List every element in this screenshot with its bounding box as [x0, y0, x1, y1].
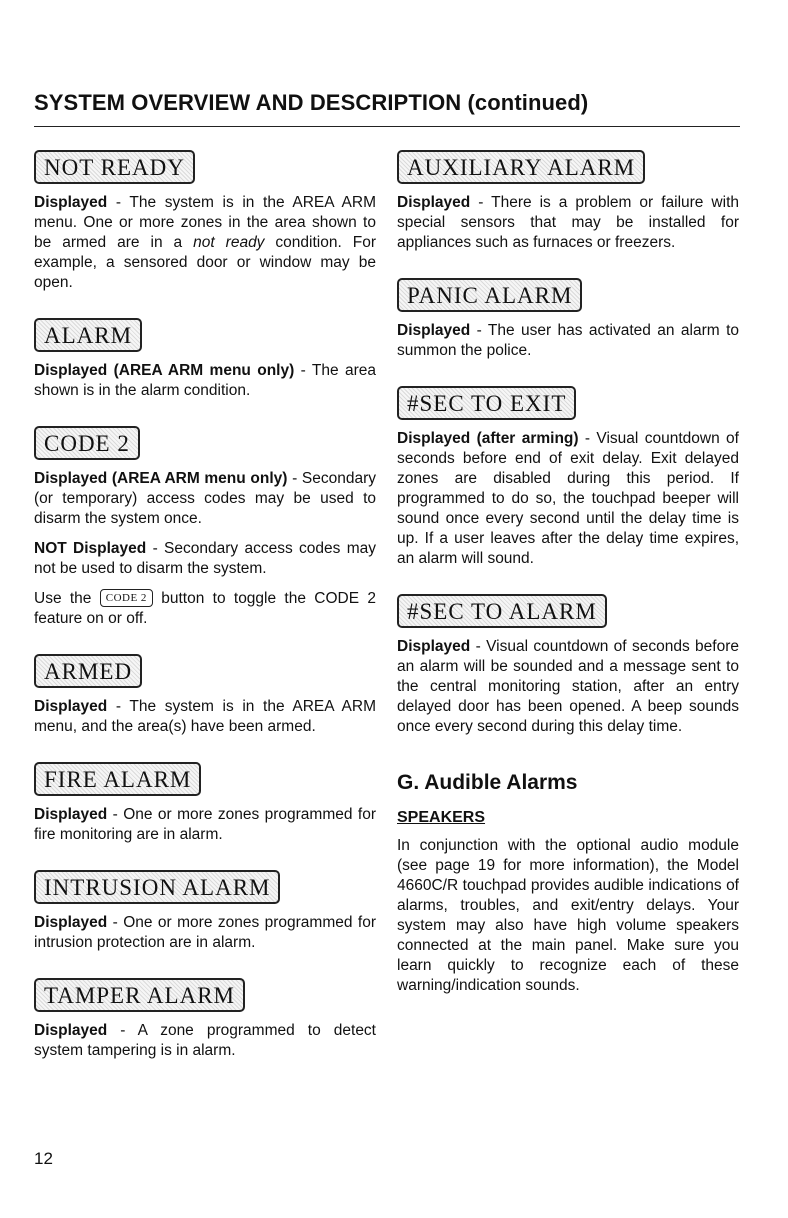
tamper-alarm-badge: TAMPER ALARM — [34, 978, 245, 1012]
code2-not-displayed — [34, 539, 376, 579]
code2-description — [34, 469, 376, 529]
not-ready-emphasis: not ready — [193, 234, 265, 251]
tamper-alarm-description — [34, 1021, 376, 1061]
fire-alarm-label: Displayed — [34, 806, 108, 823]
panic-alarm-text: - The user has activated an alarm to summon the police. — [397, 322, 739, 359]
fire-alarm-text: - One or more zones programmed for fire monitoring are in alarm. — [34, 806, 376, 843]
right-column — [397, 150, 739, 996]
sec-to-exit-block — [397, 386, 739, 569]
sec-to-exit-label: Displayed (after arming) — [397, 430, 579, 447]
speakers-text: In conjunction with the optional audio module (see page 19 for more information), the Model 4660C/R touchpad provides audible indications of alarms, troubles, and exit/entry delays. Your system may also have high volume speakers connected at the main panel. Make sure you learn quickly to recognize each of these warning/indication sounds. — [397, 837, 739, 994]
fire-alarm-badge: FIRE ALARM — [34, 762, 201, 796]
sec-to-alarm-text: - Visual countdown of seconds before an alarm will be sounded and a message sent to the central monitoring station, after an entry delayed door has been opened. A beep sounds once every second during this delay time. — [397, 638, 739, 735]
auxiliary-alarm-block — [397, 150, 739, 253]
alarm-block — [34, 318, 376, 401]
intrusion-alarm-badge: INTRUSION ALARM — [34, 870, 280, 904]
speakers-subheading: SPEAKERS — [397, 809, 486, 826]
sec-to-alarm-label: Displayed — [397, 638, 471, 655]
heading-rule — [34, 126, 740, 127]
panic-alarm-label: Displayed — [397, 322, 471, 339]
sec-to-alarm-block — [397, 594, 739, 737]
alarm-text: - The area shown is in the alarm condition. — [34, 362, 376, 399]
code2-use-pre: Use the — [34, 590, 100, 607]
tamper-alarm-block — [34, 978, 376, 1061]
armed-description — [34, 697, 376, 737]
sec-to-exit-badge: #SEC TO EXIT — [397, 386, 576, 420]
code2-text: - Secondary (or temporary) access codes may be used to disarm the system once. — [34, 470, 376, 527]
code2-text-2: - Secondary access codes may not be used to disarm the system. — [34, 540, 376, 577]
armed-badge: ARMED — [34, 654, 142, 688]
fire-alarm-description — [34, 805, 376, 845]
tamper-alarm-text: - A zone programmed to detect system tampering is in alarm. — [34, 1022, 376, 1059]
sec-to-alarm-description — [397, 637, 739, 737]
panic-alarm-description — [397, 321, 739, 361]
code2-badge: CODE 2 — [34, 426, 140, 460]
intrusion-alarm-label: Displayed — [34, 914, 108, 931]
not-ready-text-2: condition. For example, a sensored door or window may be open. — [34, 234, 376, 291]
armed-text: - The system is in the AREA ARM menu, and the area(s) have been armed. — [34, 698, 376, 735]
section-title-audible-alarms: G. Audible Alarms — [397, 771, 578, 794]
code2-usage — [34, 589, 376, 629]
auxiliary-alarm-label: Displayed — [397, 194, 471, 211]
code2-label-2: NOT Displayed — [34, 540, 147, 557]
sec-to-alarm-badge: #SEC TO ALARM — [397, 594, 607, 628]
auxiliary-alarm-text: - There is a problem or failure with special sensors that may be installed for appliances such as furnaces or freezers. — [397, 194, 739, 251]
not-ready-badge: NOT READY — [34, 150, 195, 184]
page-number: 12 — [34, 1149, 53, 1168]
page-heading: SYSTEM OVERVIEW AND DESCRIPTION (continued) — [34, 90, 589, 115]
code2-block — [34, 426, 376, 629]
code2-button[interactable]: CODE 2 — [100, 589, 153, 607]
alarm-badge: ALARM — [34, 318, 142, 352]
not-ready-label: Displayed — [34, 194, 108, 211]
panic-alarm-badge: PANIC ALARM — [397, 278, 582, 312]
tamper-alarm-label: Displayed — [34, 1022, 108, 1039]
not-ready-description — [34, 193, 376, 293]
sec-to-exit-description — [397, 429, 739, 569]
left-column — [34, 150, 376, 1061]
intrusion-alarm-text: - One or more zones programmed for intrusion protection are in alarm. — [34, 914, 376, 951]
fire-alarm-block — [34, 762, 376, 845]
sec-to-exit-text: - Visual countdown of seconds before end of exit delay. Exit delayed zones are disabled during this period. If programmed to do so, the touchpad beeper will sound once every second until the delay time is up. If a user leaves after the delay time expires, an alarm will sound. — [397, 430, 739, 567]
code2-use-post: button to toggle the CODE 2 feature on or off. — [34, 590, 376, 627]
armed-block — [34, 654, 376, 737]
not-ready-block — [34, 150, 376, 293]
auxiliary-alarm-badge: AUXILIARY ALARM — [397, 150, 645, 184]
armed-label: Displayed — [34, 698, 108, 715]
alarm-label: Displayed (AREA ARM menu only) — [34, 362, 295, 379]
alarm-description — [34, 361, 376, 401]
code2-label: Displayed (AREA ARM menu only) — [34, 470, 288, 487]
not-ready-text: - The system is in the AREA ARM menu. One or more zones in the area shown to be armed are in a — [34, 194, 376, 251]
panic-alarm-block — [397, 278, 739, 361]
intrusion-alarm-description — [34, 913, 376, 953]
intrusion-alarm-block — [34, 870, 376, 953]
auxiliary-alarm-description — [397, 193, 739, 253]
